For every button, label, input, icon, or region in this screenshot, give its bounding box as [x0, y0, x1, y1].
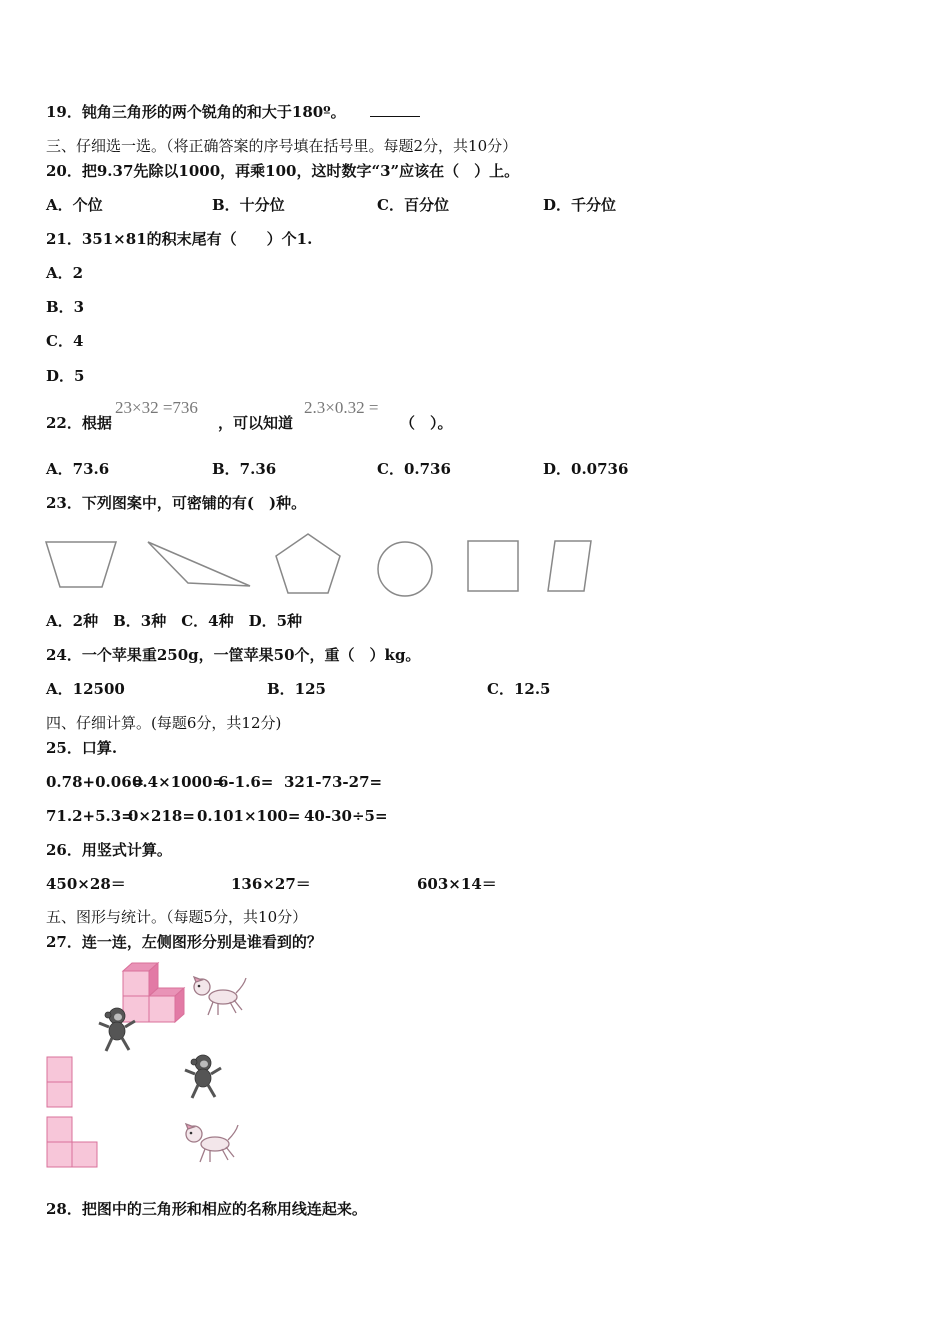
q22-suffix: （ ）。 [400, 414, 453, 432]
q22-prefix: 22．根据 [46, 414, 112, 432]
q23-text: 23．下列图案中，可密铺的有( )种。 [46, 494, 307, 512]
q27-text: 27．连一连，左侧图形分别是谁看到的？ [46, 933, 322, 951]
q23-shapes [40, 530, 600, 600]
q25-r1-1: 0.78+0.06= [46, 773, 145, 791]
q25-r1-2: 0.4×1000= [132, 773, 225, 791]
monkey-icon [181, 1052, 226, 1102]
dog-icon [182, 1122, 242, 1167]
q21-option-d[interactable]: D．5 [46, 367, 85, 385]
q21-option-a[interactable]: A．2 [46, 264, 84, 282]
q19 [46, 102, 420, 122]
q20-option-c[interactable]: C．百分位 [377, 196, 449, 214]
q26-item-2: 136×27＝ [231, 875, 311, 893]
q25-r1-3: 6-1.6= [218, 773, 274, 791]
triangle-shape [148, 542, 250, 586]
square-shape [468, 541, 518, 591]
trapezoid-shape [46, 542, 116, 587]
q26-text: 26．用竖式计算。 [46, 841, 172, 859]
view-two-squares [46, 1056, 76, 1111]
q25-r2-1: 71.2+5.3= [46, 807, 134, 825]
q21-option-c[interactable]: C．4 [46, 332, 84, 350]
q21-option-b[interactable]: B．3 [46, 298, 85, 316]
q26-item-1: 450×28＝ [46, 875, 126, 893]
q25-r2-3: 0.101×100= [197, 807, 301, 825]
section3-title: 三、仔细选一选。（将正确答案的序号填在括号里。每题2分，共10分） [46, 137, 518, 155]
q20-option-d[interactable]: D．千分位 [543, 196, 617, 214]
q19-text: 19．钝角三角形的两个锐角的和大于180º。 [46, 103, 346, 121]
q22-formula-2: 2.3×0.32 = [304, 398, 379, 417]
q22-middle: ，可以知道 [218, 414, 294, 432]
q22-formula-1: 23×32 =736 [115, 398, 198, 417]
dog-icon [190, 975, 250, 1020]
answer-blank[interactable] [370, 102, 420, 117]
view-l-shape [46, 1116, 101, 1171]
q25-r2-4: 40-30÷5= [304, 807, 388, 825]
circle-shape [378, 542, 432, 596]
q20-option-a[interactable]: A．个位 [46, 196, 103, 214]
parallelogram-shape [548, 541, 591, 591]
q25-text: 25．口算. [46, 739, 118, 757]
q21-text: 21．351×81的积末尾有（ ）个1. [46, 230, 313, 248]
q24-text: 24．一个苹果重250g，一筐苹果50个，重（ ）kg。 [46, 646, 421, 664]
section5-title: 五、图形与统计。（每题5分，共10分） [46, 908, 308, 926]
q24-option-b[interactable]: B．125 [267, 680, 326, 698]
section4-title: 四、仔细计算。(每题6分，共12分) [46, 714, 282, 732]
monkey-icon [95, 1005, 140, 1055]
q25-r1-4: 321-73-27= [284, 773, 383, 791]
q20-text: 20．把9.37先除以1000，再乘100，这时数字“3”应该在（ ）上。 [46, 162, 520, 180]
q22-option-b[interactable]: B．7.36 [212, 460, 277, 478]
q22-option-d[interactable]: D．0.0736 [543, 460, 629, 478]
q22-option-a[interactable]: A．73.6 [46, 460, 110, 478]
q24-option-a[interactable]: A．12500 [46, 680, 125, 698]
q22-option-c[interactable]: C．0.736 [377, 460, 451, 478]
q23-options[interactable]: A．2种 B．3种 C．4种 D．5种 [46, 612, 303, 630]
q20-option-b[interactable]: B．十分位 [212, 196, 285, 214]
q26-item-3: 603×14＝ [417, 875, 497, 893]
q24-option-c[interactable]: C．12.5 [487, 680, 551, 698]
q28-text: 28．把图中的三角形和相应的名称用线连起来。 [46, 1200, 367, 1218]
pentagon-shape [276, 534, 340, 593]
q25-r2-2: 0×218= [128, 807, 195, 825]
